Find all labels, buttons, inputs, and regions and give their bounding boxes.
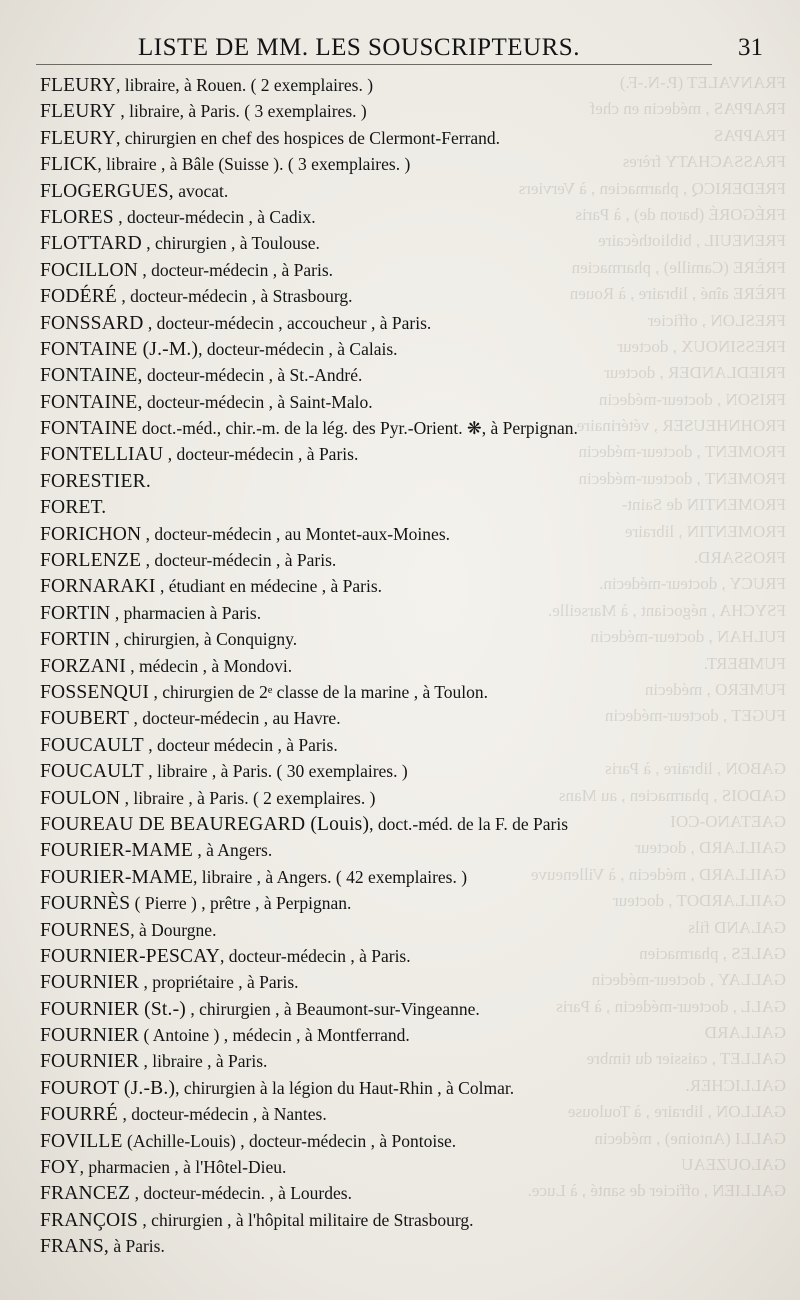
- subscriber-name: FORICHON: [40, 523, 142, 545]
- subscriber-name: FOCILLON: [40, 259, 139, 281]
- subscriber-name: FRANÇOIS: [40, 1209, 139, 1231]
- subscriber-name: FORET.: [40, 497, 107, 519]
- subscriber-name: FORLENZE: [40, 550, 142, 572]
- subscriber-details: , libraire, à Rouen. ( 2 exemplaires. ): [115, 75, 374, 95]
- subscriber-details: , pharmacien , à l'Hôtel-Dieu.: [79, 1157, 287, 1178]
- subscriber-name: FONTAINE (J.-M.): [40, 338, 199, 360]
- subscriber-name: FLEURY: [40, 127, 116, 149]
- list-item: [40, 1233, 760, 1259]
- subscriber-details: , libraire , à Angers. ( 42 exemplaires. ): [193, 866, 468, 887]
- list-item: [40, 943, 760, 969]
- subscriber-name: FONTAINE: [40, 418, 138, 440]
- list-item: [40, 72, 760, 98]
- list-item: [40, 362, 760, 388]
- subscriber-name: FOURIER-MAME: [40, 840, 193, 862]
- list-item: [40, 1128, 760, 1154]
- subscriber-details: docteur-médecin , à Saint-Malo.: [142, 391, 373, 412]
- list-item: [40, 1180, 760, 1206]
- subscriber-name: FORNARAKI: [40, 576, 156, 598]
- subscriber-list: [40, 72, 760, 1260]
- list-item: [40, 468, 760, 494]
- list-item: [40, 204, 760, 230]
- subscriber-details: , docteur médecin , à Paris.: [143, 734, 338, 755]
- list-item: [40, 969, 760, 995]
- subscriber-name: FOURNES: [40, 919, 131, 941]
- subscriber-name: FOURNÈS: [40, 893, 131, 915]
- list-item: [40, 996, 760, 1022]
- subscriber-name: FOUREAU DE BEAUREGARD (Louis): [40, 813, 370, 835]
- subscriber-name: FOUROT (J.-B.): [40, 1077, 176, 1099]
- subscriber-name: FOURNIER: [40, 1051, 140, 1073]
- subscriber-name: FLORES: [40, 206, 114, 228]
- subscriber-details: docteur-médecin , à St.-André.: [142, 365, 363, 386]
- subscriber-details: , médecin , à Mondovi.: [125, 655, 293, 676]
- list-item: [40, 573, 760, 599]
- list-item: [40, 890, 760, 916]
- list-item: [40, 310, 760, 336]
- list-item: [40, 1022, 760, 1048]
- subscriber-details: , docteur-médecin , à Paris.: [163, 444, 359, 465]
- subscriber-name: FRANCEZ: [40, 1183, 131, 1205]
- subscriber-name: FONTAINE,: [40, 365, 143, 387]
- subscriber-details: , chirurgien, à Conquigny.: [110, 629, 298, 650]
- subscriber-name: FODÉRÉ: [40, 286, 118, 308]
- subscriber-name: FOURRÉ: [40, 1104, 119, 1126]
- subscriber-name: FOUCAULT: [40, 734, 144, 756]
- subscriber-name: FONTELLIAU: [40, 444, 164, 466]
- list-item: [40, 336, 760, 362]
- list-item: [40, 230, 760, 256]
- subscriber-details: , docteur-médecin , à Paris.: [138, 259, 334, 280]
- list-item: [40, 705, 760, 731]
- list-item: [40, 626, 760, 652]
- list-item: [40, 389, 760, 415]
- list-item: [40, 1207, 760, 1233]
- subscriber-details: , chirurgien à la légion du Haut-Rhin , à Colmar.: [175, 1077, 515, 1098]
- subscriber-name: FOURNIER (St.-): [40, 998, 187, 1020]
- list-item: [40, 732, 760, 758]
- list-item: [40, 415, 760, 441]
- subscriber-details: , libraire , à Bâle (Suisse ). ( 3 exemplaires. ): [97, 154, 411, 175]
- list-item: [40, 178, 760, 204]
- subscriber-details: (Achille-Louis) , docteur-médecin , à Pontoise.: [122, 1130, 457, 1151]
- subscriber-details: , libraire , à Paris.: [139, 1051, 268, 1072]
- list-item: [40, 521, 760, 547]
- list-item: [40, 283, 760, 309]
- list-item: [40, 98, 760, 124]
- list-item: [40, 917, 760, 943]
- subscriber-name: FONSSARD: [40, 312, 144, 334]
- list-item: [40, 1075, 760, 1101]
- subscriber-name: FOUBERT: [40, 708, 130, 730]
- subscriber-details: , propriétaire , à Paris.: [139, 972, 299, 993]
- subscriber-details: , docteur-médecin , à Calais.: [198, 338, 398, 359]
- subscriber-name: FOSSENQUI: [40, 681, 150, 703]
- subscriber-name: FOUCAULT: [40, 761, 144, 783]
- subscriber-name: FORZANI: [40, 655, 126, 677]
- subscriber-details: , docteur-médecin. , à Lourdes.: [130, 1183, 352, 1204]
- subscriber-details: , docteur-médecin , accoucheur , à Paris.: [143, 312, 432, 333]
- subscriber-name: FORTIN: [40, 629, 111, 651]
- subscriber-details: , chirurgien de 2ᵉ classe de la marine , à Toulon.: [149, 681, 488, 702]
- list-item: [40, 600, 760, 626]
- list-item: [40, 864, 760, 890]
- subscriber-details: , docteur-médecin , à Paris.: [220, 945, 411, 966]
- page-header: [0, 30, 800, 70]
- subscriber-name: FOURNIER: [40, 972, 140, 994]
- subscriber-details: , docteur-médecin , à Strasbourg.: [117, 286, 353, 307]
- list-item: [40, 125, 760, 151]
- header-rule: [36, 64, 712, 65]
- subscriber-name: FOURIER-MAME: [40, 866, 193, 888]
- bleed-through-text: FRANVALET (P.-N.-F.) FRAPPAS , médecin en chef FRAPPAS FRASSACHATY frères FREDERICQ , pharmacien , à Verviers FRÉGORÉ (baron de) , à Paris FRENEUIL , bibliothécaire FRÈRE (Camille) , pharmacien FRÈRE aîné , libraire , à Rouen FRESLON , officier FRESSINOUX , docteur FRIEDLANDER , docteur FRISON , docteur-médecin FROHNHEUSER , vétérinaire FROMENT , docteur-médecin FROMENT , docteur-médecin FROMENTIN de Saint- FROMENTIN , libraire FROSSARD. FRUCY , docteur-médecin. FSYCHA , négociant , à Marseille. FULHAN , docteur-médecin FUMBERT. FUMERO , médecin FUGET , docteur-médecin GABON , libraire , à Paris GADOIS , pharmacien , au Mans GAETANO-COI GAILLARD , docteur GAILLARD , médecin , à Villeneuve GAILLARDOT , docteur GALAND fils GALES , pharmacien GALLAY , docteur-médecin GALL , docteur-médecin , à Paris GALLARD GALLET , caissier du timbre GALLICHER. GALLON , libraire , à Toulouse GALLI (Antoine) , médecin GALOUZEAU GALLIEN , officier de santé , à Luce.: [518, 73, 786, 1201]
- list-item: [40, 679, 760, 705]
- subscriber-details: avocat.: [173, 180, 229, 201]
- list-item: [40, 494, 760, 520]
- subscriber-details: ( Antoine ) , médecin , à Montferrand.: [139, 1025, 410, 1046]
- subscriber-details: , docteur-médecin , au Montet-aux-Moines.: [141, 523, 451, 544]
- list-item: [40, 758, 760, 784]
- subscriber-details: doct.-méd., chir.-m. de la lég. des Pyr.-Orient. ❋, à Perpignan.: [137, 418, 578, 439]
- list-item: [40, 837, 760, 863]
- subscriber-details: , docteur-médecin , à Nantes.: [118, 1104, 327, 1125]
- subscriber-name: FONTAINE,: [40, 391, 143, 413]
- running-title: LISTE DE MM. LES SOUSCRIPTEURS.: [138, 34, 580, 61]
- list-item: [40, 151, 760, 177]
- subscriber-name: FOVILLE: [40, 1130, 123, 1152]
- list-item: [40, 785, 760, 811]
- subscriber-details: , à Dourgne.: [130, 919, 217, 940]
- subscriber-name: FLEURY: [40, 101, 116, 123]
- list-item: [40, 1154, 760, 1180]
- subscriber-details: ( Pierre ) , prêtre , à Perpignan.: [130, 893, 352, 914]
- subscriber-details: , libraire, à Paris. ( 3 exemplaires. ): [115, 101, 367, 122]
- subscriber-name: FOURNIER: [40, 1025, 140, 1047]
- subscriber-name: FLEURY: [40, 75, 116, 96]
- list-item: [40, 811, 760, 837]
- subscriber-name: FOULON: [40, 787, 121, 809]
- subscriber-details: , docteur-médecin , à Cadix.: [113, 206, 316, 227]
- subscriber-details: , doct.-méd. de la F. de Paris: [369, 813, 569, 834]
- subscriber-details: , libraire , à Paris. ( 30 exemplaires. ): [143, 761, 408, 782]
- list-item: [40, 653, 760, 679]
- subscriber-details: , chirurgien , à l'hôpital militaire de Strasbourg.: [138, 1209, 474, 1230]
- subscriber-details: , chirurgien , à Beaumont-sur-Vingeanne.: [186, 998, 480, 1019]
- subscriber-name: FLOGERGUES,: [40, 180, 174, 202]
- subscriber-details: à Paris.: [108, 1236, 165, 1257]
- subscriber-name: FLOTTARD: [40, 233, 142, 255]
- subscriber-details: , chirurgien en chef des hospices de Clermont-Ferrand.: [115, 127, 501, 148]
- subscriber-details: , docteur-médecin , au Havre.: [129, 708, 341, 729]
- subscriber-name: FOY: [40, 1157, 80, 1179]
- subscriber-details: , chirurgien , à Toulouse.: [141, 233, 320, 254]
- subscriber-name: FORESTIER.: [40, 470, 151, 492]
- subscriber-details: , docteur-médecin , à Paris.: [141, 550, 337, 571]
- subscriber-details: , à Angers.: [193, 840, 273, 861]
- page-number: 31: [738, 34, 763, 61]
- subscriber-name: FORTIN: [40, 602, 111, 624]
- list-item: [40, 441, 760, 467]
- subscriber-details: , libraire , à Paris. ( 2 exemplaires. ): [120, 787, 376, 808]
- subscriber-details: , étudiant en médecine , à Paris.: [155, 576, 383, 597]
- subscriber-name: FOURNIER-PESCAY: [40, 945, 220, 967]
- subscriber-name: FRANS,: [40, 1236, 109, 1258]
- subscriber-details: , pharmacien à Paris.: [110, 602, 262, 623]
- list-item: [40, 1101, 760, 1127]
- subscriber-name: FLICK: [40, 154, 98, 176]
- list-item: [40, 257, 760, 283]
- list-item: [40, 547, 760, 573]
- list-item: [40, 1048, 760, 1074]
